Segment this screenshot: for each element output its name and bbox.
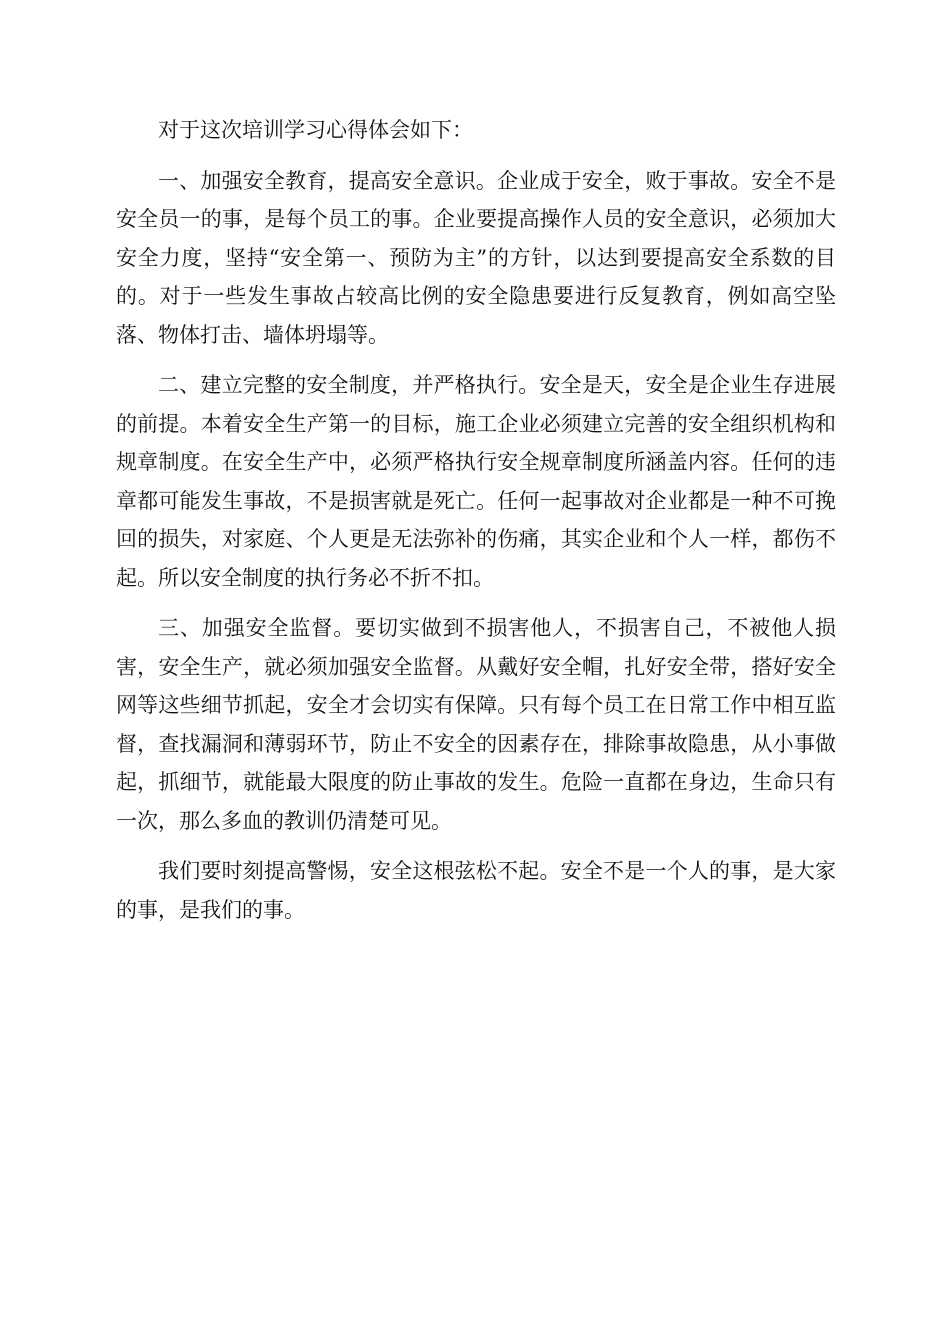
paragraph-conclusion: 我们要时刻提高警惕，安全这根弦松不起。安全不是一个人的事，是大家的事，是我们的事。 xyxy=(116,859,836,922)
paragraph-safety-system: 二、建立完整的安全制度，并严格执行。安全是天，安全是企业生存进展的前提。本着安全生产第一的目标，施工企业必须建立完善的安全组织机构和规章制度。在安全生产中，必须严格执行安全规章制度所涵盖内容。任何的违章都可能发生事故，不是损害就是死亡。任何一起事故对企业都是一种不可挽回的损失，对家庭、个人更是无法弥补的伤痛，其实企业和个人一样，都伤不起。所以安全制度的执行务必不折不扣。 xyxy=(116,373,836,590)
paragraph-safety-education: 一、加强安全教育，提高安全意识。企业成于安全，败于事故。安全不是安全员一的事，是每个员工的事。企业要提高操作人员的安全意识，必须加大安全力度，坚持“安全第一、预防为主”的方针，以达到要提高安全系数的目的。对于一些发生事故占较高比例的安全隐患要进行反复教育，例如高空坠落、物体打击、墙体坍塌等。 xyxy=(116,168,836,347)
document-body xyxy=(116,111,836,941)
paragraph-safety-supervision: 三、加强安全监督。要切实做到不损害他人，不损害自己，不被他人损害，安全生产，就必须加强安全监督。从戴好安全帽，扎好安全带，搭好安全网等这些细节抓起，安全才会切实有保障。只有每个员工在日常工作中相互监督，查找漏洞和薄弱环节，防止不安全的因素存在，排除事故隐患，从小事做起，抓细节，就能最大限度的防止事故的发生。危险一直都在身边，生命只有一次，那么多血的教训仍清楚可见。 xyxy=(116,616,836,833)
paragraph-intro: 对于这次培训学习心得体会如下： xyxy=(158,118,473,142)
